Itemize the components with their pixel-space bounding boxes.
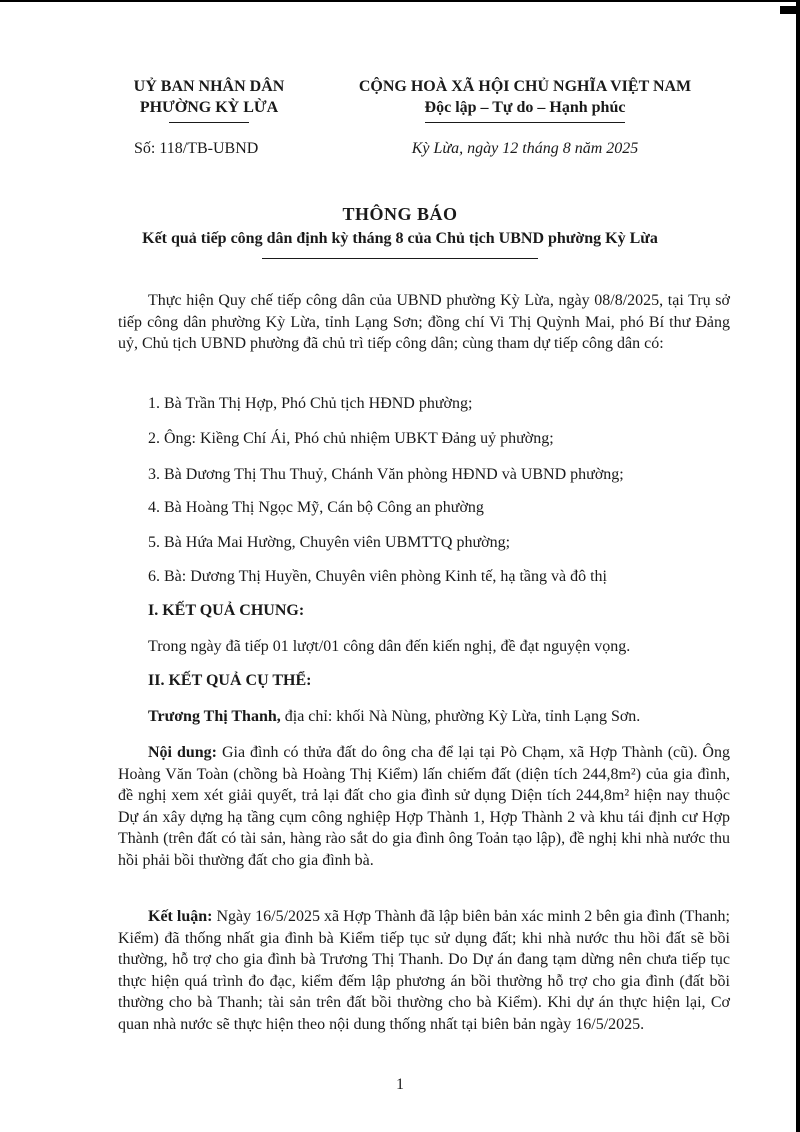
scan-border-right <box>796 0 800 1132</box>
title-underline <box>262 258 538 259</box>
document-title: THÔNG BÁO <box>342 204 458 224</box>
citizen-name: Trương Thị Thanh, <box>148 708 281 725</box>
nation-line-2: Độc lập – Tự do – Hạnh phúc <box>424 99 626 116</box>
issuing-agency <box>118 76 300 123</box>
nation-line-1: CỘNG HOÀ XÃ HỘI CHỦ NGHĨA VIỆT NAM <box>358 78 692 95</box>
scan-border-top <box>0 0 800 2</box>
section-1-text: Trong ngày đã tiếp 01 lượt/01 công dân đến kiến nghị, đề đạt nguyện vọng. <box>148 638 631 655</box>
page-number: 1 <box>396 1076 404 1093</box>
content-label: Nội dung: <box>148 744 217 761</box>
attendee-item: 3. Bà Dương Thị Thu Thuỷ, Chánh Văn phòng HĐND và UBND phường; <box>148 466 624 483</box>
conclusion-paragraph <box>118 906 730 1035</box>
conclusion-text: Ngày 16/5/2025 xã Hợp Thành đã lập biên bản xác minh 2 bên gia đình (Thanh; Kiểm) đã thống nhất gia đình bà Kiểm tiếp tục sử dụng đất; khi nhà nước thu hồi đất sẽ bồi thường, hỗ trợ cho gia đình bà Trương Thị Thanh. Do Dự án đang tạm dừng nên chưa tiếp tục thực hiện quá trình đo đạc, kiểm đếm lập phương án bồi thường hỗ trợ cho gia đình (đất bồi thường cho bà Thanh; tài sản trên đất bồi thường cho bà Kiểm). Khi dự án thực hiện lại, Cơ quan nhà nước sẽ thực hiện theo nội dung thống nhất tại biên bản ngày 16/5/2025. <box>118 908 730 1033</box>
intro-paragraph: Thực hiện Quy chế tiếp công dân của UBND phường Kỳ Lừa, ngày 08/8/2025, tại Trụ sở tiếp công dân phường Kỳ Lừa, tỉnh Lạng Sơn; đồng chí Vi Thị Quỳnh Mai, phó Bí thư Đảng uỷ, Chủ tịch UBND phường đã chủ trì tiếp công dân; cùng tham dự tiếp công dân có: <box>118 292 730 352</box>
citizen-line <box>148 708 640 726</box>
attendee-item: 1. Bà Trần Thị Hợp, Phó Chủ tịch HĐND phường; <box>148 395 473 412</box>
attendee-item: 6. Bà: Dương Thị Huyền, Chuyên viên phòng Kinh tế, hạ tầng và đô thị <box>148 568 607 585</box>
motto-underline <box>425 122 625 123</box>
agency-line-2: PHƯỜNG KỲ LỪA <box>139 99 279 116</box>
content-text: Gia đình có thửa đất do ông cha để lại tại Pò Chạm, xã Hợp Thành (cũ). Ông Hoàng Văn Toàn (chồng bà Hoàng Thị Kiểm) lấn chiếm đất (diện tích 244,8m²) của gia đình, đề nghị xem xét giải quyết, trả lại đất cho gia đình sử dụng Diện tích 244,8m² hiện nay thuộc Dự án xây dựng hạ tầng cụm công nghiệp Hợp Thành 1, Hợp Thành 2 và khu tái định cư Hợp Thành (trên đất có tài sản, hàng rào sắt do gia đình ông Toản tạo lập), đề nghị khi nhà nước thu hồi phải bồi thường đất cho gia đình bà. <box>118 744 730 869</box>
citizen-address: địa chỉ: khối Nà Nùng, phường Kỳ Lừa, tỉnh Lạng Sơn. <box>280 708 641 725</box>
conclusion-label: Kết luận: <box>148 908 213 925</box>
attendee-item: 5. Bà Hứa Mai Hường, Chuyên viên UBMTTQ phường; <box>148 534 511 551</box>
attendee-item: 4. Bà Hoàng Thị Ngọc Mỹ, Cán bộ Công an phường <box>148 499 484 516</box>
place-date: Kỳ Lừa, ngày 12 tháng 8 năm 2025 <box>411 140 639 157</box>
document-subtitle: Kết quả tiếp công dân định kỳ tháng 8 của Chủ tịch UBND phường Kỳ Lừa <box>142 230 658 247</box>
document-number: Số: 118/TB-UBND <box>134 140 259 157</box>
national-motto <box>330 76 720 123</box>
content-paragraph <box>118 742 730 871</box>
agency-line-1: UỶ BAN NHÂN DÂN <box>133 78 285 95</box>
scan-corner-mark <box>780 6 796 14</box>
attendee-item: 2. Ông: Kiềng Chí Ái, Phó chủ nhiệm UBKT Đảng uỷ phường; <box>148 430 554 447</box>
section-1-heading: I. KẾT QUẢ CHUNG: <box>148 602 305 619</box>
agency-underline <box>169 122 249 123</box>
section-2-heading: II. KẾT QUẢ CỤ THỂ: <box>148 672 312 689</box>
